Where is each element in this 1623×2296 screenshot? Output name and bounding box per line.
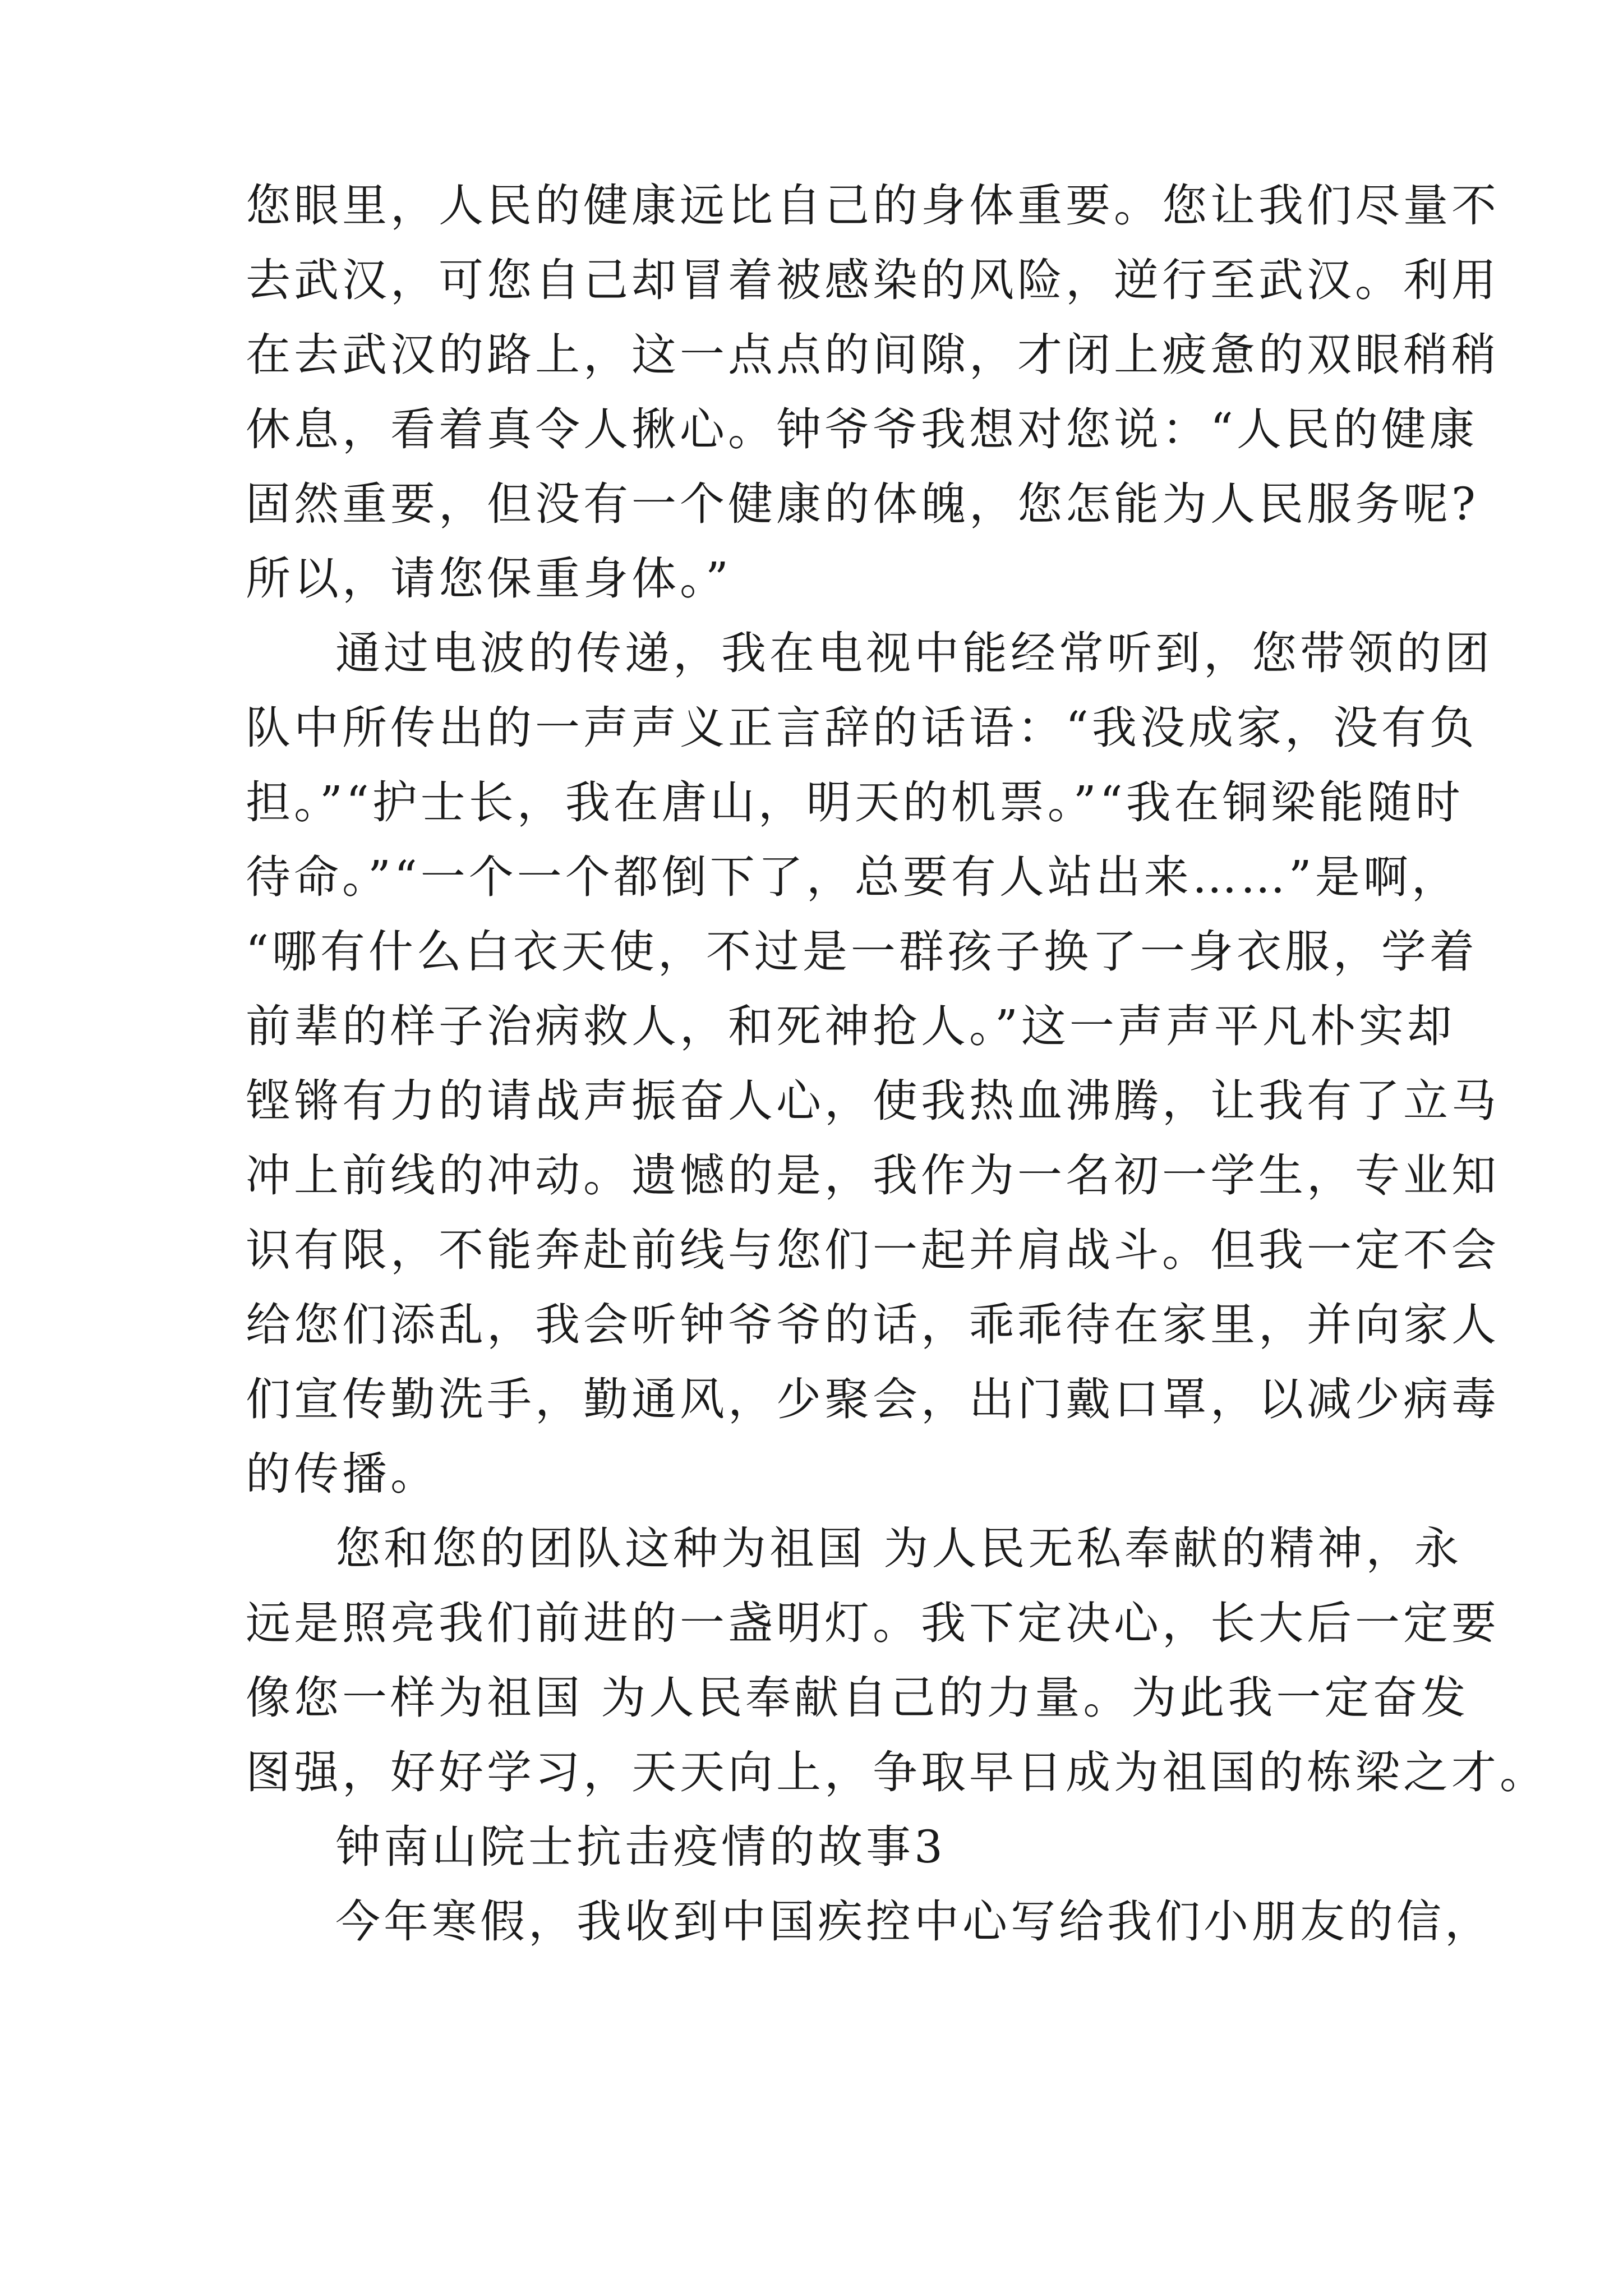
- text-line: 前辈的样子治病救人，和死神抢人。”这一声声平凡朴实却: [246, 1000, 1455, 1052]
- text-line: 们宣传勤洗手，勤通风，少聚会，出门戴口罩，以减少病毒: [246, 1373, 1500, 1425]
- text-line: 固然重要，但没有一个健康的体魄，您怎能为人民服务呢?: [246, 478, 1479, 530]
- text-line: 远是照亮我们前进的一盏明灯。我下定决心，长大后一定要: [246, 1597, 1500, 1649]
- text-line: 的传播。: [246, 1448, 439, 1500]
- text-line: 待命。”“一个一个都倒下了，总要有人站出来……”是啊，: [246, 851, 1460, 903]
- text-line: 给您们添乱，我会听钟爷爷的话，乖乖待在家里，并向家人: [246, 1299, 1500, 1351]
- text-line: 冲上前线的冲动。遗憾的是，我作为一名初一学生，专业知: [246, 1149, 1500, 1202]
- paragraph-start-line: 您和您的团队这种为祖国 为人民无私奉献的精神，永: [335, 1522, 1463, 1575]
- text-line: 识有限，不能奔赴前线与您们一起并肩战斗。但我一定不会: [246, 1224, 1500, 1276]
- text-line: 担。”“护士长，我在唐山，明天的机票。”“我在铜梁能随时: [246, 776, 1464, 829]
- text-line: 所以，请您保重身体。”: [246, 553, 732, 605]
- text-line: 图强，好好学习，天天向上，争取早日成为祖国的栋梁之才。: [246, 1746, 1548, 1798]
- paragraph-start-line: 通过电波的传递，我在电视中能经常听到，您带领的团: [335, 627, 1493, 679]
- text-line: “哪有什么白衣天使，不过是一群孩子换了一身衣服，学着: [246, 926, 1478, 978]
- text-line: 铿锵有力的请战声振奋人心，使我热血沸腾，让我有了立马: [246, 1075, 1500, 1127]
- text-line: 队中所传出的一声声义正言辞的话语：“我没成家，没有负: [246, 702, 1478, 754]
- text-line: 您眼里，人民的健康远比自己的身体重要。您让我们尽量不: [246, 180, 1500, 232]
- text-line: 像您一样为祖国 为人民奉献自己的力量。为此我一定奋发: [246, 1672, 1469, 1724]
- text-line: 休息，看着真令人揪心。钟爷爷我想对您说：“人民的健康: [246, 403, 1478, 455]
- text-line: 去武汉，可您自己却冒着被感染的风险，逆行至武汉。利用: [246, 254, 1500, 306]
- body-text: [246, 168, 1548, 1959]
- section-heading: 钟南山院士抗击疫情的故事3: [335, 1821, 946, 1873]
- text-line: 在去武汉的路上，这一点点的间隙，才闭上疲惫的双眼稍稍: [246, 329, 1500, 381]
- paragraph-start-line: 今年寒假，我收到中国疾控中心写给我们小朋友的信，: [335, 1895, 1493, 1948]
